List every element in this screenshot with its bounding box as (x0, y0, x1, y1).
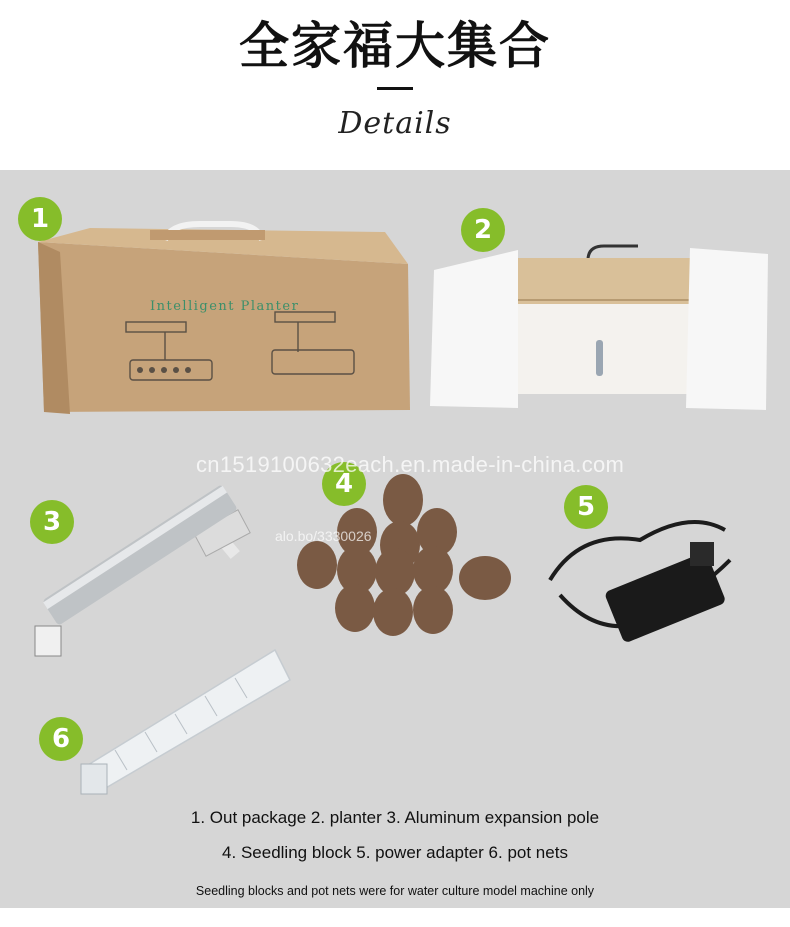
package-box-image (30, 222, 415, 417)
badge-5: 5 (564, 485, 608, 529)
badge-3: 3 (30, 500, 74, 544)
power-adapter-image (540, 500, 740, 660)
planter-image (428, 240, 773, 412)
badge-1: 1 (18, 197, 62, 241)
badge-4: 4 (322, 462, 366, 506)
watermark-text: cn1519100632each.en.made-in-china.com (196, 452, 625, 477)
bottom-strip (0, 908, 790, 927)
caption-note: Seedling blocks and pot nets were for water culture model machine only (195, 884, 595, 898)
pot-nets-image (75, 640, 300, 800)
header (0, 0, 790, 170)
badge-6: 6 (39, 717, 83, 761)
watermark-text-secondary: alo.bo/3330026 (275, 528, 372, 544)
box-print-text: Intelligent Planter (150, 299, 300, 314)
page-title: 全家福大集合 (239, 17, 551, 75)
caption-line-2: 4. Seedling block 5. power adapter 6. pot nets (222, 843, 568, 862)
title-divider (377, 87, 413, 90)
caption-line-1: 1. Out package 2. planter 3. Aluminum expansion pole (190, 808, 600, 827)
badge-2: 2 (461, 208, 505, 252)
page-subtitle: Details (338, 106, 452, 141)
